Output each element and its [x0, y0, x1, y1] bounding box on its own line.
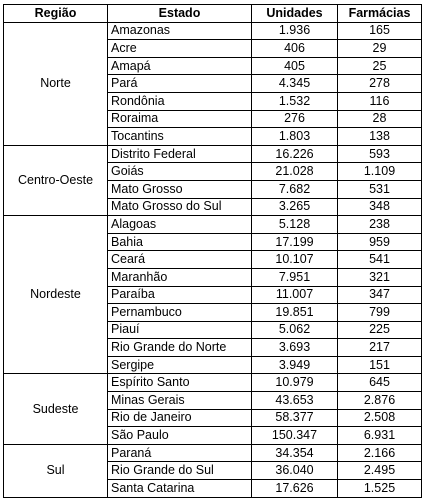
state-cell: Rio Grande do Sul — [108, 462, 252, 480]
table-row — [4, 145, 422, 163]
state-cell: Amapá — [108, 57, 252, 75]
header-unidades: Unidades — [252, 5, 338, 23]
pharmacies-cell: 28 — [338, 110, 422, 128]
state-cell: Mato Grosso do Sul — [108, 198, 252, 216]
state-cell: Pará — [108, 75, 252, 93]
units-cell: 3.693 — [252, 339, 338, 357]
units-cell: 58.377 — [252, 409, 338, 427]
pharmacies-cell: 799 — [338, 304, 422, 322]
state-cell: Acre — [108, 40, 252, 58]
table-row — [4, 374, 422, 392]
state-cell: Paraíba — [108, 286, 252, 304]
header-regiao: Região — [4, 5, 108, 23]
units-cell: 11.007 — [252, 286, 338, 304]
units-cell: 406 — [252, 40, 338, 58]
pharmacy-table — [3, 4, 422, 498]
table-row — [4, 22, 422, 40]
units-cell: 34.354 — [252, 444, 338, 462]
state-cell: Rio de Janeiro — [108, 409, 252, 427]
state-cell: Sergipe — [108, 356, 252, 374]
state-cell: Ceará — [108, 251, 252, 269]
state-cell: Rio Grande do Norte — [108, 339, 252, 357]
units-cell: 17.626 — [252, 480, 338, 498]
units-cell: 10.107 — [252, 251, 338, 269]
region-cell: Nordeste — [4, 216, 108, 374]
pharmacies-cell: 225 — [338, 321, 422, 339]
state-cell: Pernambuco — [108, 304, 252, 322]
pharmacies-cell: 531 — [338, 180, 422, 198]
units-cell: 276 — [252, 110, 338, 128]
units-cell: 1.936 — [252, 22, 338, 40]
units-cell: 19.851 — [252, 304, 338, 322]
header-row — [4, 5, 422, 23]
pharmacies-cell: 541 — [338, 251, 422, 269]
state-cell: Alagoas — [108, 216, 252, 234]
pharmacies-cell: 29 — [338, 40, 422, 58]
state-cell: Roraima — [108, 110, 252, 128]
region-cell: Sudeste — [4, 374, 108, 444]
state-cell: Tocantins — [108, 128, 252, 146]
pharmacies-cell: 217 — [338, 339, 422, 357]
units-cell: 36.040 — [252, 462, 338, 480]
pharmacies-cell: 138 — [338, 128, 422, 146]
units-cell: 10.979 — [252, 374, 338, 392]
units-cell: 17.199 — [252, 233, 338, 251]
header-farmacias: Farmácias — [338, 5, 422, 23]
units-cell: 3.949 — [252, 356, 338, 374]
table-row — [4, 444, 422, 462]
units-cell: 5.062 — [252, 321, 338, 339]
pharmacies-cell: 347 — [338, 286, 422, 304]
table-row — [4, 216, 422, 234]
pharmacies-cell: 593 — [338, 145, 422, 163]
pharmacies-cell: 165 — [338, 22, 422, 40]
units-cell: 4.345 — [252, 75, 338, 93]
state-cell: Goiás — [108, 163, 252, 181]
state-cell: Bahia — [108, 233, 252, 251]
region-cell: Centro-Oeste — [4, 145, 108, 215]
pharmacies-cell: 2.508 — [338, 409, 422, 427]
pharmacies-cell: 2.876 — [338, 392, 422, 410]
state-cell: Distrito Federal — [108, 145, 252, 163]
pharmacies-cell: 151 — [338, 356, 422, 374]
units-cell: 43.653 — [252, 392, 338, 410]
pharmacies-cell: 1.525 — [338, 480, 422, 498]
units-cell: 150.347 — [252, 427, 338, 445]
units-cell: 3.265 — [252, 198, 338, 216]
pharmacies-cell: 25 — [338, 57, 422, 75]
pharmacies-cell: 321 — [338, 268, 422, 286]
state-cell: Minas Gerais — [108, 392, 252, 410]
units-cell: 7.682 — [252, 180, 338, 198]
units-cell: 21.028 — [252, 163, 338, 181]
state-cell: Maranhão — [108, 268, 252, 286]
state-cell: Espírito Santo — [108, 374, 252, 392]
state-cell: Amazonas — [108, 22, 252, 40]
pharmacies-cell: 2.495 — [338, 462, 422, 480]
region-cell: Norte — [4, 22, 108, 145]
units-cell: 1.803 — [252, 128, 338, 146]
state-cell: Mato Grosso — [108, 180, 252, 198]
pharmacies-cell: 348 — [338, 198, 422, 216]
units-cell: 405 — [252, 57, 338, 75]
pharmacies-cell: 2.166 — [338, 444, 422, 462]
units-cell: 7.951 — [252, 268, 338, 286]
region-cell: Sul — [4, 444, 108, 497]
units-cell: 5.128 — [252, 216, 338, 234]
state-cell: Paraná — [108, 444, 252, 462]
state-cell: São Paulo — [108, 427, 252, 445]
state-cell: Piauí — [108, 321, 252, 339]
units-cell: 1.532 — [252, 92, 338, 110]
pharmacies-cell: 1.109 — [338, 163, 422, 181]
pharmacies-cell: 278 — [338, 75, 422, 93]
state-cell: Rondônia — [108, 92, 252, 110]
pharmacies-cell: 238 — [338, 216, 422, 234]
pharmacies-cell: 959 — [338, 233, 422, 251]
pharmacies-cell: 6.931 — [338, 427, 422, 445]
state-cell: Santa Catarina — [108, 480, 252, 498]
pharmacies-cell: 645 — [338, 374, 422, 392]
units-cell: 16.226 — [252, 145, 338, 163]
header-estado: Estado — [108, 5, 252, 23]
pharmacies-cell: 116 — [338, 92, 422, 110]
